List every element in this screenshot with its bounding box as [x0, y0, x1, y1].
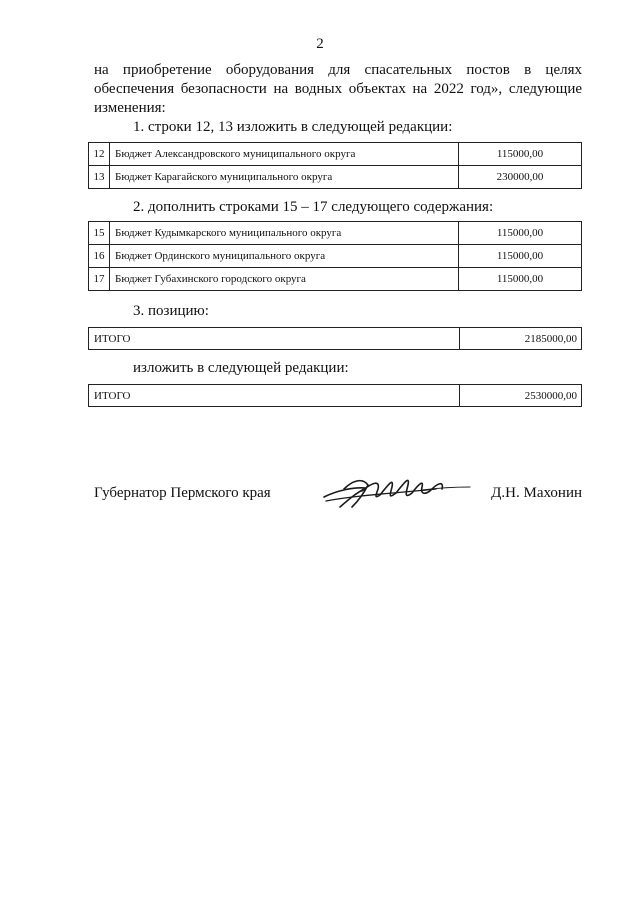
row-number: 13 [89, 166, 110, 189]
table-row [89, 245, 582, 268]
section-2-heading: 2. дополнить строками 15 – 17 следующего содержания: [133, 199, 494, 215]
total-label: ИТОГО [89, 385, 460, 407]
table-row [89, 166, 582, 189]
budget-name: Бюджет Карагайского муниципального округа [110, 166, 459, 189]
budget-name: Бюджет Губахинского городского округа [110, 268, 459, 291]
new-total-table [88, 384, 582, 407]
handwritten-signature [318, 467, 478, 511]
intro-paragraph [94, 61, 582, 118]
budget-amount: 115000,00 [459, 245, 582, 268]
table-row [89, 268, 582, 291]
transition-text: изложить в следующей редакции: [133, 360, 349, 376]
budget-name: Бюджет Кудымкарского муниципального округа [110, 222, 459, 245]
budget-amount: 115000,00 [459, 143, 582, 166]
row-number: 12 [89, 143, 110, 166]
table-row [89, 385, 582, 407]
section-1-table [88, 142, 582, 189]
table-row [89, 222, 582, 245]
row-number: 16 [89, 245, 110, 268]
page-number: 2 [316, 36, 324, 52]
table-row [89, 328, 582, 350]
section-1-heading: 1. строки 12, 13 изложить в следующей редакции: [133, 119, 453, 135]
budget-name: Бюджет Александровского муниципального округа [110, 143, 459, 166]
intro-line-3: изменения: [94, 100, 166, 116]
total-amount: 2530000,00 [460, 385, 582, 407]
total-label: ИТОГО [89, 328, 460, 350]
table-row [89, 143, 582, 166]
row-number: 17 [89, 268, 110, 291]
budget-name: Бюджет Ординского муниципального округа [110, 245, 459, 268]
budget-amount: 230000,00 [459, 166, 582, 189]
intro-line-1: на приобретение оборудования для спасательных постов в целях [94, 62, 582, 78]
section-3-heading: 3. позицию: [133, 303, 209, 319]
row-number: 15 [89, 222, 110, 245]
budget-amount: 115000,00 [459, 222, 582, 245]
signatory-position: Губернатор Пермского края [94, 485, 271, 501]
total-amount: 2185000,00 [460, 328, 582, 350]
budget-amount: 115000,00 [459, 268, 582, 291]
old-total-table [88, 327, 582, 350]
intro-line-2: обеспечения безопасности на водных объектах на 2022 год», следующие [94, 81, 582, 97]
signatory-name: Д.Н. Махонин [491, 485, 582, 501]
section-2-table [88, 221, 582, 291]
